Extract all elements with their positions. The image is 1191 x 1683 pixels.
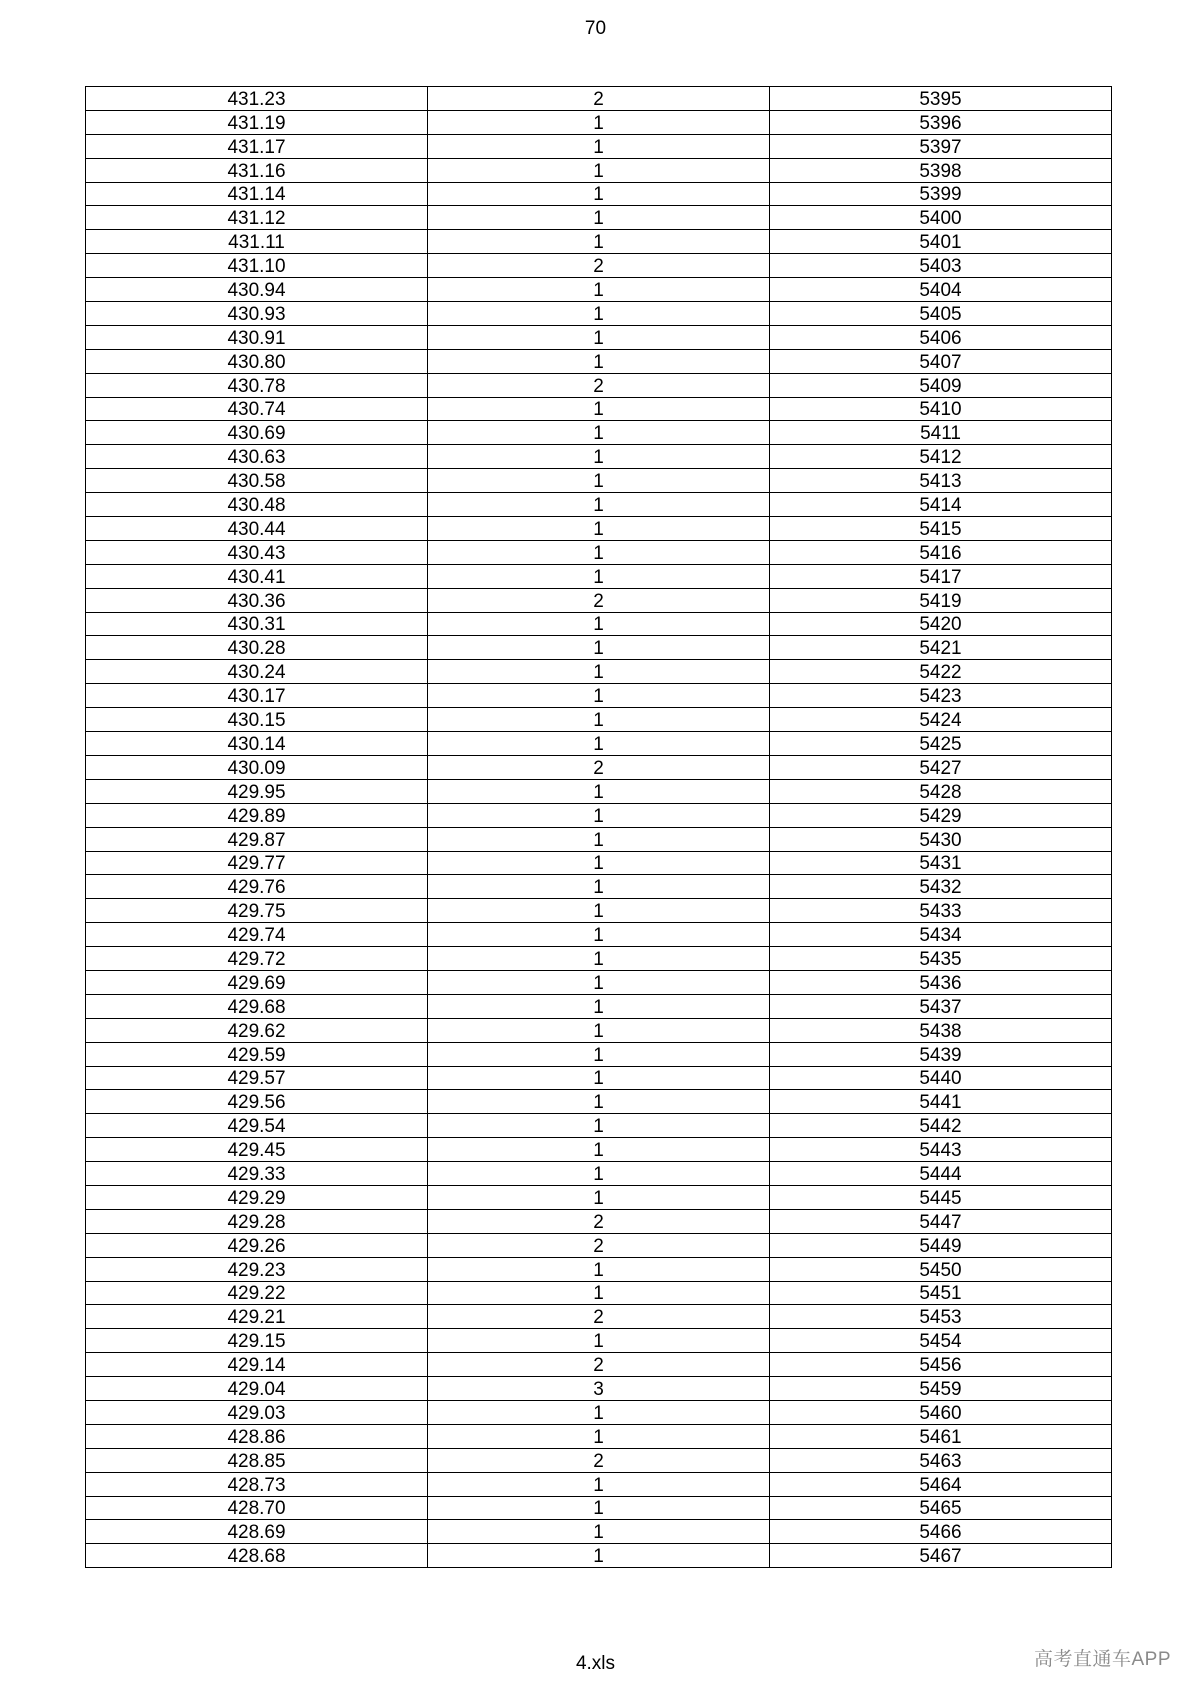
count-cell: 1 [428,636,770,660]
score-cell: 429.14 [86,1353,428,1377]
table-row [86,87,1112,111]
table-row [86,540,1112,564]
cumulative-cell: 5444 [770,1162,1112,1186]
table-row [86,230,1112,254]
table-row [86,923,1112,947]
count-cell: 1 [428,110,770,134]
score-cell: 431.23 [86,87,428,111]
score-cell: 431.19 [86,110,428,134]
score-cell: 430.17 [86,684,428,708]
score-cell: 429.95 [86,779,428,803]
table-row [86,875,1112,899]
cumulative-cell: 5419 [770,588,1112,612]
score-cell: 429.89 [86,803,428,827]
count-cell: 1 [428,302,770,326]
cumulative-cell: 5447 [770,1209,1112,1233]
score-cell: 430.14 [86,732,428,756]
cumulative-cell: 5396 [770,110,1112,134]
score-cell: 428.86 [86,1424,428,1448]
score-cell: 430.24 [86,660,428,684]
score-cell: 429.62 [86,1018,428,1042]
cumulative-cell: 5400 [770,206,1112,230]
table-row [86,421,1112,445]
table-row [86,1066,1112,1090]
watermark-text: 高考直通车APP [1033,1649,1171,1670]
table-row [86,325,1112,349]
score-cell: 429.68 [86,994,428,1018]
cumulative-cell: 5434 [770,923,1112,947]
score-cell: 429.76 [86,875,428,899]
cumulative-cell: 5441 [770,1090,1112,1114]
count-cell: 2 [428,1353,770,1377]
count-cell: 2 [428,755,770,779]
score-cell: 430.41 [86,564,428,588]
cumulative-cell: 5442 [770,1114,1112,1138]
count-cell: 1 [428,134,770,158]
score-cell: 429.69 [86,970,428,994]
count-cell: 1 [428,827,770,851]
score-cell: 428.73 [86,1472,428,1496]
cumulative-cell: 5460 [770,1400,1112,1424]
count-cell: 2 [428,1209,770,1233]
score-cell: 429.57 [86,1066,428,1090]
table-row [86,493,1112,517]
cumulative-cell: 5433 [770,899,1112,923]
count-cell: 1 [428,445,770,469]
table-row [86,254,1112,278]
table-row [86,588,1112,612]
table-row [86,1353,1112,1377]
table-row [86,1185,1112,1209]
table-row [86,851,1112,875]
cumulative-cell: 5398 [770,158,1112,182]
count-cell: 1 [428,1042,770,1066]
count-cell: 1 [428,469,770,493]
score-cell: 430.15 [86,708,428,732]
table-row [86,803,1112,827]
cumulative-cell: 5421 [770,636,1112,660]
score-cell: 430.48 [86,493,428,517]
cumulative-cell: 5424 [770,708,1112,732]
cumulative-cell: 5412 [770,445,1112,469]
cumulative-cell: 5435 [770,947,1112,971]
table-row [86,755,1112,779]
table-row [86,134,1112,158]
cumulative-cell: 5404 [770,278,1112,302]
cumulative-cell: 5423 [770,684,1112,708]
cumulative-cell: 5416 [770,540,1112,564]
table-row [86,899,1112,923]
cumulative-cell: 5439 [770,1042,1112,1066]
count-cell: 2 [428,87,770,111]
score-cell: 430.43 [86,540,428,564]
score-cell: 430.74 [86,397,428,421]
count-cell: 1 [428,1472,770,1496]
table-row [86,1472,1112,1496]
count-cell: 1 [428,325,770,349]
cumulative-cell: 5432 [770,875,1112,899]
cumulative-cell: 5449 [770,1233,1112,1257]
cumulative-cell: 5450 [770,1257,1112,1281]
table-row [86,1209,1112,1233]
score-cell: 431.11 [86,230,428,254]
count-cell: 2 [428,254,770,278]
count-cell: 2 [428,1448,770,1472]
cumulative-cell: 5443 [770,1138,1112,1162]
score-cell: 430.91 [86,325,428,349]
count-cell: 1 [428,517,770,541]
table-row [86,1496,1112,1520]
table-row [86,278,1112,302]
table-row [86,517,1112,541]
count-cell: 2 [428,1305,770,1329]
count-cell: 1 [428,708,770,732]
table-row [86,1544,1112,1568]
score-cell: 428.85 [86,1448,428,1472]
count-cell: 1 [428,397,770,421]
cumulative-cell: 5429 [770,803,1112,827]
score-cell: 429.56 [86,1090,428,1114]
table-row [86,827,1112,851]
cumulative-cell: 5425 [770,732,1112,756]
cumulative-cell: 5420 [770,612,1112,636]
table-row [86,1018,1112,1042]
cumulative-cell: 5437 [770,994,1112,1018]
count-cell: 1 [428,349,770,373]
table-row [86,1424,1112,1448]
cumulative-cell: 5411 [770,421,1112,445]
count-cell: 1 [428,182,770,206]
count-cell: 1 [428,1544,770,1568]
score-cell: 430.28 [86,636,428,660]
table-row [86,947,1112,971]
cumulative-cell: 5445 [770,1185,1112,1209]
score-cell: 431.14 [86,182,428,206]
table-row [86,206,1112,230]
table-row [86,684,1112,708]
score-cell: 430.31 [86,612,428,636]
count-cell: 1 [428,684,770,708]
score-cell: 429.29 [86,1185,428,1209]
table-row [86,1090,1112,1114]
score-cell: 429.77 [86,851,428,875]
count-cell: 1 [428,1090,770,1114]
table-body [86,87,1112,1568]
score-cell: 430.69 [86,421,428,445]
score-cell: 430.94 [86,278,428,302]
cumulative-cell: 5436 [770,970,1112,994]
score-cell: 429.87 [86,827,428,851]
table-row [86,994,1112,1018]
table-row [86,732,1112,756]
count-cell: 1 [428,1066,770,1090]
cumulative-cell: 5414 [770,493,1112,517]
score-table [85,86,1112,1568]
page-number: 70 [584,18,607,39]
table-row [86,373,1112,397]
table-row [86,1042,1112,1066]
table-row [86,302,1112,326]
count-cell: 1 [428,660,770,684]
count-cell: 1 [428,1520,770,1544]
score-cell: 428.68 [86,1544,428,1568]
cumulative-cell: 5403 [770,254,1112,278]
table-row [86,660,1112,684]
table-row [86,182,1112,206]
cumulative-cell: 5454 [770,1329,1112,1353]
cumulative-cell: 5440 [770,1066,1112,1090]
score-cell: 430.63 [86,445,428,469]
score-cell: 431.17 [86,134,428,158]
score-cell: 429.28 [86,1209,428,1233]
table-row [86,1448,1112,1472]
count-cell: 1 [428,923,770,947]
count-cell: 1 [428,493,770,517]
score-cell: 430.44 [86,517,428,541]
cumulative-cell: 5461 [770,1424,1112,1448]
count-cell: 1 [428,278,770,302]
count-cell: 2 [428,1233,770,1257]
table-row [86,779,1112,803]
score-cell: 429.45 [86,1138,428,1162]
score-cell: 429.15 [86,1329,428,1353]
cumulative-cell: 5401 [770,230,1112,254]
score-cell: 430.09 [86,755,428,779]
count-cell: 1 [428,1400,770,1424]
count-cell: 1 [428,779,770,803]
table-row [86,1305,1112,1329]
count-cell: 1 [428,899,770,923]
cumulative-cell: 5467 [770,1544,1112,1568]
count-cell: 1 [428,947,770,971]
cumulative-cell: 5415 [770,517,1112,541]
table-row [86,349,1112,373]
count-cell: 1 [428,421,770,445]
cumulative-cell: 5463 [770,1448,1112,1472]
score-cell: 429.03 [86,1400,428,1424]
count-cell: 1 [428,970,770,994]
score-cell: 431.12 [86,206,428,230]
cumulative-cell: 5410 [770,397,1112,421]
table-row [86,1400,1112,1424]
cumulative-cell: 5406 [770,325,1112,349]
count-cell: 1 [428,875,770,899]
table-row [86,110,1112,134]
table-row [86,397,1112,421]
table-row [86,1520,1112,1544]
count-cell: 1 [428,1329,770,1353]
score-cell: 428.70 [86,1496,428,1520]
score-cell: 430.80 [86,349,428,373]
cumulative-cell: 5395 [770,87,1112,111]
count-cell: 1 [428,1424,770,1448]
table-row [86,158,1112,182]
score-cell: 430.36 [86,588,428,612]
table-row [86,564,1112,588]
count-cell: 1 [428,540,770,564]
count-cell: 1 [428,206,770,230]
cumulative-cell: 5407 [770,349,1112,373]
count-cell: 1 [428,230,770,254]
score-cell: 429.33 [86,1162,428,1186]
cumulative-cell: 5431 [770,851,1112,875]
count-cell: 1 [428,1281,770,1305]
table-row [86,1377,1112,1401]
cumulative-cell: 5459 [770,1377,1112,1401]
cumulative-cell: 5405 [770,302,1112,326]
count-cell: 1 [428,564,770,588]
table-row [86,1233,1112,1257]
count-cell: 2 [428,373,770,397]
table-row [86,1281,1112,1305]
score-cell: 430.58 [86,469,428,493]
cumulative-cell: 5465 [770,1496,1112,1520]
cumulative-cell: 5428 [770,779,1112,803]
cumulative-cell: 5397 [770,134,1112,158]
count-cell: 1 [428,732,770,756]
score-cell: 429.23 [86,1257,428,1281]
score-cell: 429.72 [86,947,428,971]
score-cell: 430.78 [86,373,428,397]
table-row [86,1257,1112,1281]
score-cell: 431.16 [86,158,428,182]
count-cell: 1 [428,1162,770,1186]
score-cell: 429.54 [86,1114,428,1138]
count-cell: 3 [428,1377,770,1401]
count-cell: 1 [428,612,770,636]
score-cell: 429.21 [86,1305,428,1329]
count-cell: 1 [428,1114,770,1138]
table-row [86,469,1112,493]
table-row [86,1329,1112,1353]
table-row [86,970,1112,994]
cumulative-cell: 5466 [770,1520,1112,1544]
count-cell: 1 [428,803,770,827]
score-cell: 429.74 [86,923,428,947]
score-cell: 429.04 [86,1377,428,1401]
table-row [86,445,1112,469]
score-cell: 431.10 [86,254,428,278]
count-cell: 1 [428,994,770,1018]
table-row [86,1162,1112,1186]
score-cell: 428.69 [86,1520,428,1544]
count-cell: 1 [428,158,770,182]
cumulative-cell: 5409 [770,373,1112,397]
cumulative-cell: 5427 [770,755,1112,779]
table-row [86,1138,1112,1162]
count-cell: 1 [428,1185,770,1209]
cumulative-cell: 5430 [770,827,1112,851]
cumulative-cell: 5451 [770,1281,1112,1305]
cumulative-cell: 5413 [770,469,1112,493]
table-row [86,708,1112,732]
score-cell: 429.59 [86,1042,428,1066]
score-cell: 429.22 [86,1281,428,1305]
score-cell: 430.93 [86,302,428,326]
cumulative-cell: 5456 [770,1353,1112,1377]
count-cell: 1 [428,1018,770,1042]
count-cell: 1 [428,851,770,875]
footer-filename: 4.xls [575,1653,616,1674]
cumulative-cell: 5422 [770,660,1112,684]
count-cell: 1 [428,1496,770,1520]
table-row [86,1114,1112,1138]
count-cell: 1 [428,1257,770,1281]
count-cell: 1 [428,1138,770,1162]
cumulative-cell: 5453 [770,1305,1112,1329]
score-cell: 429.75 [86,899,428,923]
count-cell: 2 [428,588,770,612]
cumulative-cell: 5417 [770,564,1112,588]
cumulative-cell: 5438 [770,1018,1112,1042]
score-cell: 429.26 [86,1233,428,1257]
table-row [86,612,1112,636]
cumulative-cell: 5464 [770,1472,1112,1496]
cumulative-cell: 5399 [770,182,1112,206]
table-row [86,636,1112,660]
